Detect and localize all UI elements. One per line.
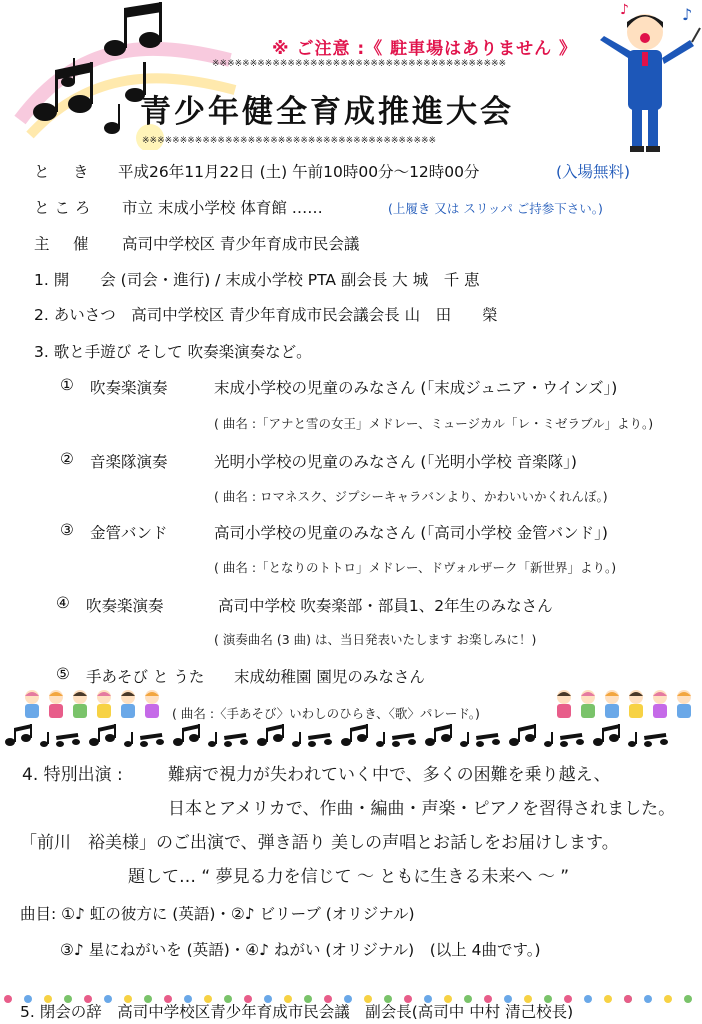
time-label: と き: [34, 163, 93, 181]
svg-text:♪: ♪: [620, 2, 629, 18]
sub-item-4-songs: ( 演奏曲名 (3 曲) は、当日発表いたします お楽しみに！): [214, 632, 537, 647]
svg-text:♪: ♪: [682, 5, 693, 24]
sub-item-4-performer: 高司中学校 吹奏楽部・部員1、2年生のみなさん: [218, 597, 553, 615]
place-label: と こ ろ: [34, 199, 91, 217]
sub-item-3-name: 金管バンド: [90, 524, 168, 542]
program-item-4-heading: 4. 特別出演 :: [22, 765, 123, 785]
sub-item-5-name: 手あそび と うた: [86, 668, 205, 686]
children-illustration-left: [20, 688, 170, 722]
song-list-line-2: ③♪ 星にねがいを (英語)・④♪ ねがい (オリジナル) (以上 4曲です。): [60, 941, 541, 959]
decorative-star-row-top: ※※※※※※※※※※※※※※※※※※※※※※※※※※※※※※※※※※※※※※※: [212, 59, 507, 69]
program-item-4-line-3: 「前川 裕美様」のご出演で、弾き語り 美しの声唱とお話しをお届けします。: [20, 833, 619, 853]
sub-item-3-songs: ( 曲名 :「となりのトトロ」メドレー、ドヴォルザーク「新世界」より。): [214, 560, 617, 575]
program-item-5: 5. 閉会の辞 高司中学校区青少年育成市民会議 副会長(高司中 中村 清己校長): [20, 1003, 574, 1021]
sub-item-1-name: 吹奏楽演奏: [90, 379, 168, 397]
sub-item-2-songs: ( 曲名 : ロマネスク、ジプシーキャラバンより、かわいいかくれんぼ。): [214, 489, 608, 504]
organizer-value: 高司中学校区 青少年育成市民会議: [122, 235, 360, 253]
sub-item-4-name: 吹奏楽演奏: [86, 597, 164, 615]
sub-item-2-performer: 光明小学校の児童のみなさん (「光明小学校 音楽隊」): [214, 453, 577, 471]
program-item-4-line-4: 題して… “ 夢見る力を信じて ～ ともに生きる未来へ ～ ”: [128, 867, 570, 887]
sub-item-3-num: ③: [60, 521, 74, 539]
program-item-4-line-2: 日本とアメリカで、作曲・編曲・声楽・ピアノを習得されました。: [168, 799, 676, 819]
parking-notice: ※ ご注意 :《 駐車場はありません 》: [272, 39, 577, 59]
sub-item-1-performer: 末成小学校の児童のみなさん (「末成ジュニア・ウインズ」): [214, 379, 618, 397]
organizer-label: 主 催: [34, 235, 93, 253]
sub-item-4-num: ④: [56, 594, 70, 612]
program-item-1: 1. 開 会 (司会・進行) / 末成小学校 PTA 副会長 大 城 千 恵: [34, 271, 480, 289]
sub-item-5-num: ⑤: [56, 665, 70, 683]
sub-item-2-name: 音楽隊演奏: [90, 453, 168, 471]
sub-item-5-songs: ( 曲名 :〈手あそび〉いわしのひらき、〈歌〉パレード。): [172, 706, 480, 721]
sub-item-5-performer: 末成幼稚園 園児のみなさん: [234, 668, 425, 686]
program-item-3: 3. 歌と手遊び そして 吹奏楽演奏など。: [34, 343, 312, 361]
time-value: 平成26年11月22日 (土) 午前10時00分～12時00分: [118, 163, 480, 181]
sub-item-3-performer: 高司小学校の児童のみなさん (「高司小学校 金管バンド」): [214, 524, 608, 542]
page-title: 青少年健全育成推進大会: [140, 94, 514, 130]
music-notes-divider: [0, 722, 702, 752]
program-item-4-line-1: 難病で視力が失われていく中で、多くの困難を乗り越え、: [168, 765, 611, 785]
program-item-2: 2. あいさつ 高司中学校区 青少年育成市民会議会長 山 田 榮: [34, 306, 498, 324]
sub-item-1-songs: ( 曲名 :「アナと雪の女王」メドレー、ミュージカル「レ・ミゼラブル」より。): [214, 416, 654, 431]
footwear-note: (上履き 又は スリッパ ご持参下さい。): [388, 201, 603, 216]
sub-item-2-num: ②: [60, 450, 74, 468]
children-illustration-right: [552, 688, 702, 722]
decorative-star-row-bottom: ※※※※※※※※※※※※※※※※※※※※※※※※※※※※※※※※※※※※※※※: [142, 136, 437, 146]
place-value: 市立 末成小学校 体育館 ……: [122, 199, 323, 217]
song-list-line-1: 曲目: ①♪ 虹の彼方に (英語)・②♪ ビリーブ (オリジナル): [20, 905, 415, 923]
sub-item-1-num: ①: [60, 376, 74, 394]
admission-note: (入場無料): [556, 163, 631, 181]
